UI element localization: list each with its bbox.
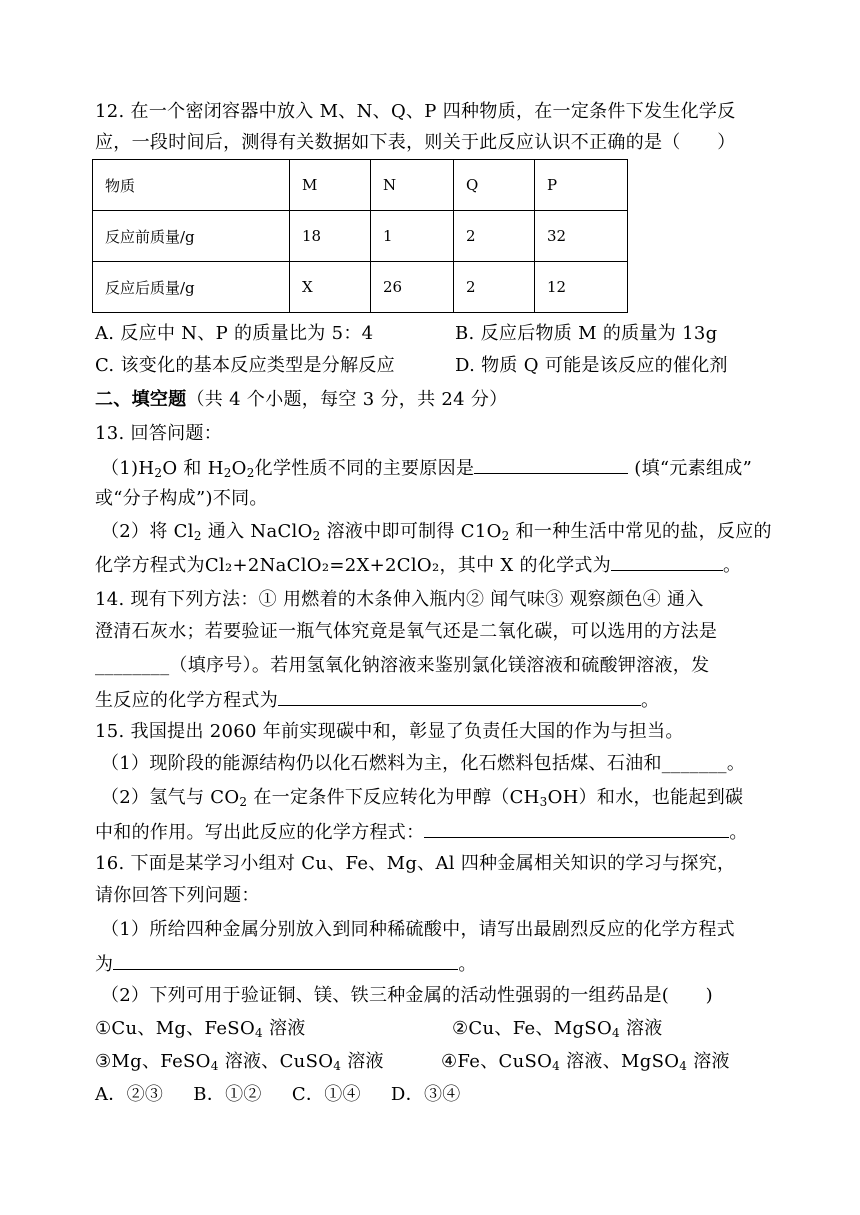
table-row xyxy=(93,262,628,313)
q13-part2-line1: （2）将 $Cl_2$ 通入 NaClO$_2$ 溶液中即可制得 $C1O_2$ 和一种生活中常见的盐，反应的 xyxy=(101,521,772,543)
q16-choice-1: ①Cu、Mg、FeSO$_4$ 溶液 xyxy=(95,1018,306,1040)
q12-data-table xyxy=(92,159,628,313)
table-cell: 2 xyxy=(454,262,535,313)
q16-part1-line1: （1）所给四种金属分别放入到同种稀硫酸中，请写出最剧烈反应的化学方程式 xyxy=(101,919,735,940)
q14-line2: 澄清石灰水；若要验证一瓶气体究竟是氧气还是二氧化碳，可以选用的方法是 xyxy=(95,621,718,642)
table-row xyxy=(93,211,628,262)
table-cell: 26 xyxy=(371,262,454,313)
q14-line1: 14. 现有下列方法：① 用燃着的木条伸入瓶内② 闻气味③ 观察颜色④ 通入 xyxy=(95,589,704,610)
q12-option-b: B. 反应后物质 M 的质量为 13g xyxy=(455,323,718,344)
table-cell: M xyxy=(290,160,371,211)
table-cell: 反应后质量/g xyxy=(93,262,290,313)
table-cell: 物质 xyxy=(93,160,290,211)
q16-answer-options: A．②③ B．①② C．①④ D．③④ xyxy=(95,1084,461,1105)
q12-option-d: D. 物质 Q 可能是该反应的催化剂 xyxy=(455,355,728,376)
q13-part1-line2: 或“分子构成”)不同。 xyxy=(95,488,268,509)
q16-answer-blank[interactable] xyxy=(113,951,458,970)
q15-part2-line1: （2）氢气与 $CO_2$ 在一定条件下反应转化为甲醇$(CH_3OH)$和水，也能起到碳 xyxy=(101,787,744,809)
table-cell: Q xyxy=(454,160,535,211)
q15-part1: （1）现阶段的能源结构仍以化石燃料为主，化石燃料包括煤、石油和_______。 xyxy=(101,753,746,774)
q13-part1-line1: $(1)H_2O$ 和 $H_2O_2$化学性质不同的主要原因是 (填“元素组成” xyxy=(101,455,752,481)
q12-option-a: A. 反应中 N、P 的质量比为 5：4 xyxy=(95,323,374,344)
q13-answer-blank-2[interactable] xyxy=(611,552,723,571)
q15-answer-blank-2[interactable] xyxy=(424,819,729,838)
q14-line4: 生反应的化学方程式为 。 xyxy=(95,687,659,713)
q15-stem: 15. 我国提出 2060 年前实现碳中和，彰显了负责任大国的作为与担当。 xyxy=(95,721,684,742)
q15-part2-line2: 中和的作用。写出此反应的化学方程式： 。 xyxy=(95,819,748,845)
q13-stem: 13. 回答问题： xyxy=(95,423,223,444)
q12-option-c: C. 该变化的基本反应类型是分解反应 xyxy=(95,355,395,376)
q16-choice-4: ④Fe、CuSO$_4$ 溶液、MgSO$_4$ 溶液 xyxy=(441,1051,730,1073)
q16-choice-2: ②Cu、Fe、MgSO$_4$ 溶液 xyxy=(452,1018,663,1040)
q13-equation: Cl₂+2NaClO₂=2X+2ClO₂ xyxy=(204,555,440,576)
section-heading xyxy=(95,388,508,412)
q15-answer-blank-1[interactable]: _______ xyxy=(661,753,727,774)
q12-line1: 12. 在一个密闭容器中放入 M、N、Q、P 四种物质，在一定条件下发生化学反 xyxy=(95,101,736,122)
q16-part1-line2: 为 。 xyxy=(95,951,477,977)
q13-answer-blank-1[interactable] xyxy=(474,455,628,474)
q16-part2: （2）下列可用于验证铜、镁、铁三种金属的活动性强弱的一组药品是( ) xyxy=(101,985,713,1006)
q14-answer-blank[interactable] xyxy=(278,687,641,706)
q12-line2: 应，一段时间后，测得有关数据如下表，则关于此反应认识不正确的是（ ） xyxy=(95,132,736,153)
q16-line2: 请你回答下列问题： xyxy=(95,885,260,906)
section-note: （共 4 个小题，每空 3 分，共 24 分） xyxy=(186,389,508,410)
q16-choice-3: ③Mg、FeSO$_4$ 溶液、CuSO$_4$ 溶液 xyxy=(95,1051,384,1073)
table-cell: 1 xyxy=(371,211,454,262)
table-cell: N xyxy=(371,160,454,211)
table-cell: 18 xyxy=(290,211,371,262)
table-cell: X xyxy=(290,262,371,313)
q14-line3: ________（填序号）。若用氢氧化钠溶液来鉴别氯化镁溶液和硫酸钾溶液，发 xyxy=(95,655,710,676)
table-cell: 反应前质量/g xyxy=(93,211,290,262)
table-cell: P xyxy=(535,160,628,211)
q16-line1: 16. 下面是某学习小组对 Cu、Fe、Mg、Al 四种金属相关知识的学习与探究， xyxy=(95,853,736,874)
q13-part2-line2: 化学方程式为Cl₂+2NaClO₂=2X+2ClO₂，其中 X 的化学式为 。 xyxy=(95,552,741,578)
table-row xyxy=(93,160,628,211)
table-cell: 32 xyxy=(535,211,628,262)
table-cell: 12 xyxy=(535,262,628,313)
section-title: 二、填空题 xyxy=(95,389,187,410)
table-cell: 2 xyxy=(454,211,535,262)
